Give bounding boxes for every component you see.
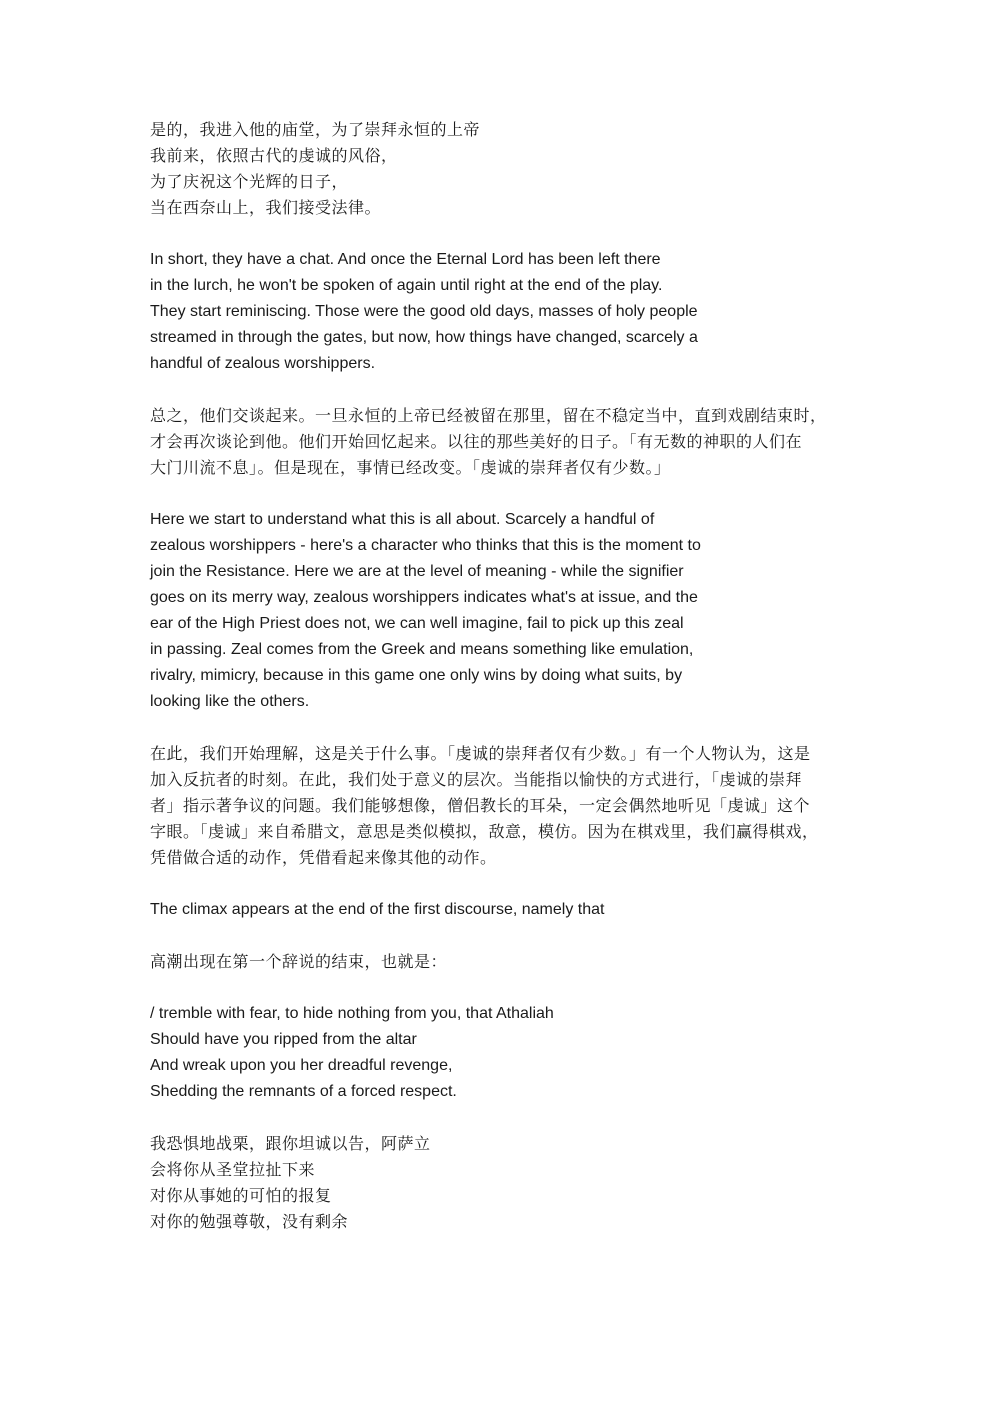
text-line: 对你从事她的可怕的报复 (150, 1186, 332, 1205)
paragraph-zh-verse-2 (150, 1131, 855, 1235)
text-line: 当在西奈山上，我们接受法律。 (150, 198, 382, 217)
text-line: 为了庆祝这个光辉的日子， (150, 172, 349, 191)
paragraph-gap (150, 1105, 855, 1131)
paragraph-en-zeal (150, 507, 855, 715)
text-line: join the Resistance. Here we are at the level of meaning - while the signifier (150, 563, 684, 580)
paragraph-zh-climax (150, 949, 855, 975)
document-page (150, 117, 855, 1235)
paragraph-gap (150, 871, 855, 897)
text-line: streamed in through the gates, but now, how things have changed, scarcely a (150, 329, 698, 346)
paragraph-gap (150, 481, 855, 507)
text-line: Should have you ripped from the altar (150, 1031, 417, 1048)
text-line: looking like the others. (150, 693, 310, 710)
paragraph-gap (150, 975, 855, 1001)
paragraph-gap (150, 715, 855, 741)
paragraph-gap (150, 221, 855, 247)
text-line: Shedding the remnants of a forced respect. (150, 1083, 457, 1100)
text-line: in the lurch, he won't be spoken of again until right at the end of the play. (150, 277, 663, 294)
text-line: goes on its merry way, zealous worshippers indicates what's at issue, and the (150, 589, 698, 606)
text-line: 才会再次谈论到他。他们开始回忆起来。以往的那些美好的日子。「有无数的神职的人们在 (150, 432, 803, 451)
text-line: zealous worshippers - here's a character who thinks that this is the moment to (150, 537, 701, 554)
text-line: 我恐惧地战栗，跟你坦诚以告，阿萨立 (150, 1134, 431, 1153)
paragraph-en-verse-2 (150, 1001, 855, 1105)
paragraph-en-chat (150, 247, 855, 377)
text-line: 我前来，依照古代的虔诚的风俗， (150, 146, 398, 165)
paragraph-gap (150, 377, 855, 403)
text-line: Here we start to understand what this is all about. Scarcely a handful of (150, 511, 655, 528)
text-line: 高潮出现在第一个辞说的结束，也就是： (150, 952, 448, 971)
text-line: / tremble with fear, to hide nothing from you, that Athaliah (150, 1005, 554, 1022)
paragraph-zh-verse-1 (150, 117, 855, 221)
paragraph-zh-chat (150, 403, 855, 481)
text-line: ear of the High Priest does not, we can well imagine, fail to pick up this zeal (150, 615, 684, 632)
text-line: 总之，他们交谈起来。一旦永恒的上帝已经被留在那里，留在不稳定当中，直到戏剧结束时， (150, 406, 827, 425)
text-line: 加入反抗者的时刻。在此，我们处于意义的层次。当能指以愉快的方式进行，「虔诚的崇拜 (150, 770, 803, 789)
text-line: 对你的勉强尊敬，没有剩余 (150, 1212, 349, 1231)
text-line: And wreak upon you her dreadful revenge, (150, 1057, 453, 1074)
text-line: In short, they have a chat. And once the Eternal Lord has been left there (150, 251, 661, 268)
text-line: handful of zealous worshippers. (150, 355, 376, 372)
text-line: 凭借做合适的动作，凭借看起来像其他的动作。 (150, 848, 497, 867)
text-line: rivalry, mimicry, because in this game one only wins by doing what suits, by (150, 667, 683, 684)
text-line: 在此，我们开始理解，这是关于什么事。「虔诚的崇拜者仅有少数。」有一个人物认为，这是 (150, 744, 811, 763)
paragraph-zh-zeal (150, 741, 855, 871)
text-line: 会将你从圣堂拉扯下来 (150, 1160, 316, 1179)
text-line: 者」指示著争议的问题。我们能够想像，僧侣教长的耳朵，一定会偶然地听见「虔诚」这个 (150, 796, 811, 815)
text-line: in passing. Zeal comes from the Greek and means something like emulation, (150, 641, 694, 658)
text-line: 是的，我进入他的庙堂，为了崇拜永恒的上帝 (150, 120, 481, 139)
paragraph-en-climax (150, 897, 855, 923)
text-line: The climax appears at the end of the first discourse, namely that (150, 901, 605, 918)
text-line: They start reminiscing. Those were the good old days, masses of holy people (150, 303, 698, 320)
paragraph-gap (150, 923, 855, 949)
text-line: 大门川流不息」。但是现在，事情已经改变。「虔诚的崇拜者仅有少数。」 (150, 458, 671, 477)
text-line: 字眼。「虔诚」来自希腊文，意思是类似模拟，敌意，模仿。因为在棋戏里，我们赢得棋戏， (150, 822, 819, 841)
